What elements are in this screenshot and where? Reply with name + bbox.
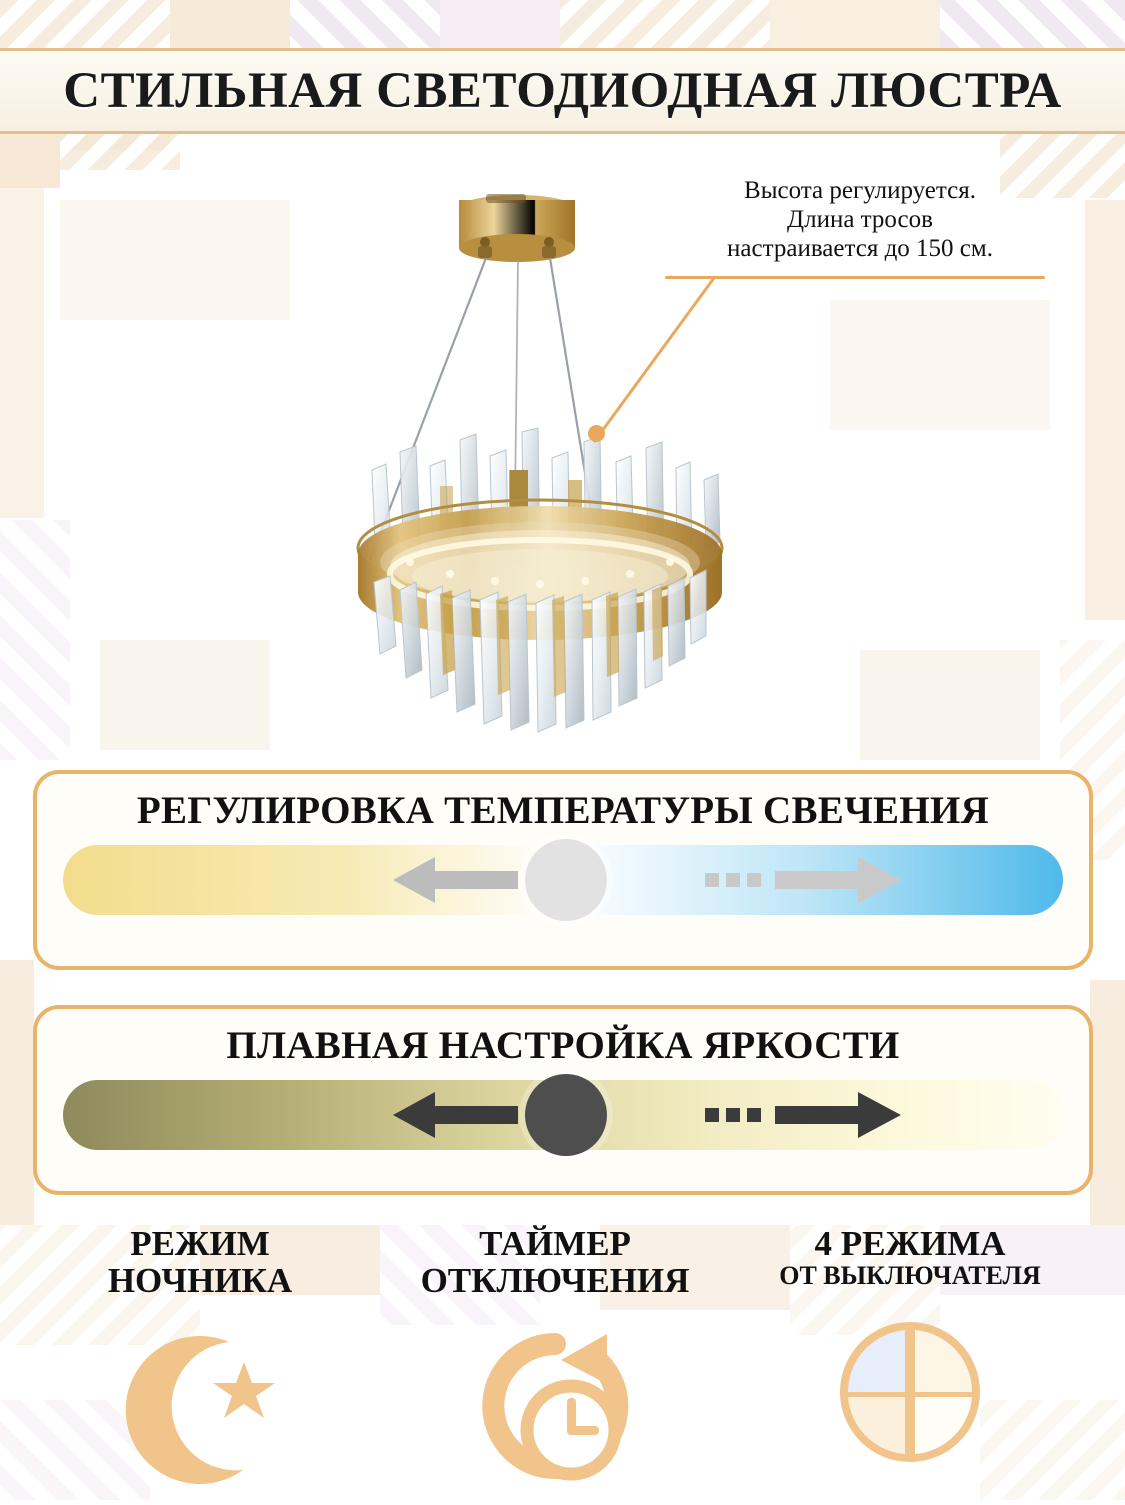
four-modes-sub: ОТ ВЫКЛЮЧАТЕЛЯ — [779, 1261, 1041, 1291]
callout-anchor-dot — [588, 425, 605, 442]
page-title: СТИЛЬНАЯ СВЕТОДИОДНАЯ ЛЮСТРА — [63, 63, 1062, 119]
bottom-feature-four-modes — [740, 1225, 1080, 1467]
callout-line-1: Высота регулируется. — [744, 177, 976, 204]
feature-title-temperature: РЕГУЛИРОВКА ТЕМПЕРАТУРЫ СВЕЧЕНИЯ — [136, 789, 990, 832]
callout-underline — [665, 276, 1045, 279]
four-modes-icon-wrap — [740, 1317, 1080, 1467]
feature-card-brightness — [33, 1005, 1093, 1195]
off-timer-line-2: ОТКЛЮЧЕНИЯ — [420, 1261, 690, 1301]
height-adjust-callout — [660, 176, 1060, 263]
temperature-slider[interactable] — [63, 845, 1063, 925]
timer-clock-icon — [475, 1326, 635, 1486]
four-quadrant-circle-icon — [835, 1317, 985, 1467]
night-mode-icon-wrap — [30, 1326, 370, 1491]
off-timer-line-1: ТАЙМЕР — [479, 1224, 631, 1263]
callout-line-2: Длина тросов — [787, 206, 933, 233]
feature-card-temperature — [33, 770, 1093, 970]
temperature-slider-knob[interactable] — [525, 839, 607, 921]
feature-title-brightness: ПЛАВНАЯ НАСТРОЙКА ЯРКОСТИ — [226, 1024, 900, 1067]
bottom-feature-off-timer — [385, 1225, 725, 1486]
night-mode-line-1: РЕЖИМ — [130, 1224, 270, 1263]
page-banner — [0, 48, 1125, 134]
four-modes-line-1: 4 РЕЖИМА — [814, 1224, 1006, 1263]
bottom-feature-night-mode — [30, 1225, 370, 1491]
brightness-slider[interactable] — [63, 1080, 1063, 1160]
callout-leader-line — [586, 270, 716, 450]
moon-star-icon — [125, 1326, 275, 1491]
night-mode-line-2: НОЧНИКА — [107, 1261, 293, 1301]
off-timer-icon-wrap — [385, 1326, 725, 1486]
brightness-slider-knob[interactable] — [525, 1074, 607, 1156]
callout-line-3: настраивается до 150 см. — [727, 235, 993, 262]
